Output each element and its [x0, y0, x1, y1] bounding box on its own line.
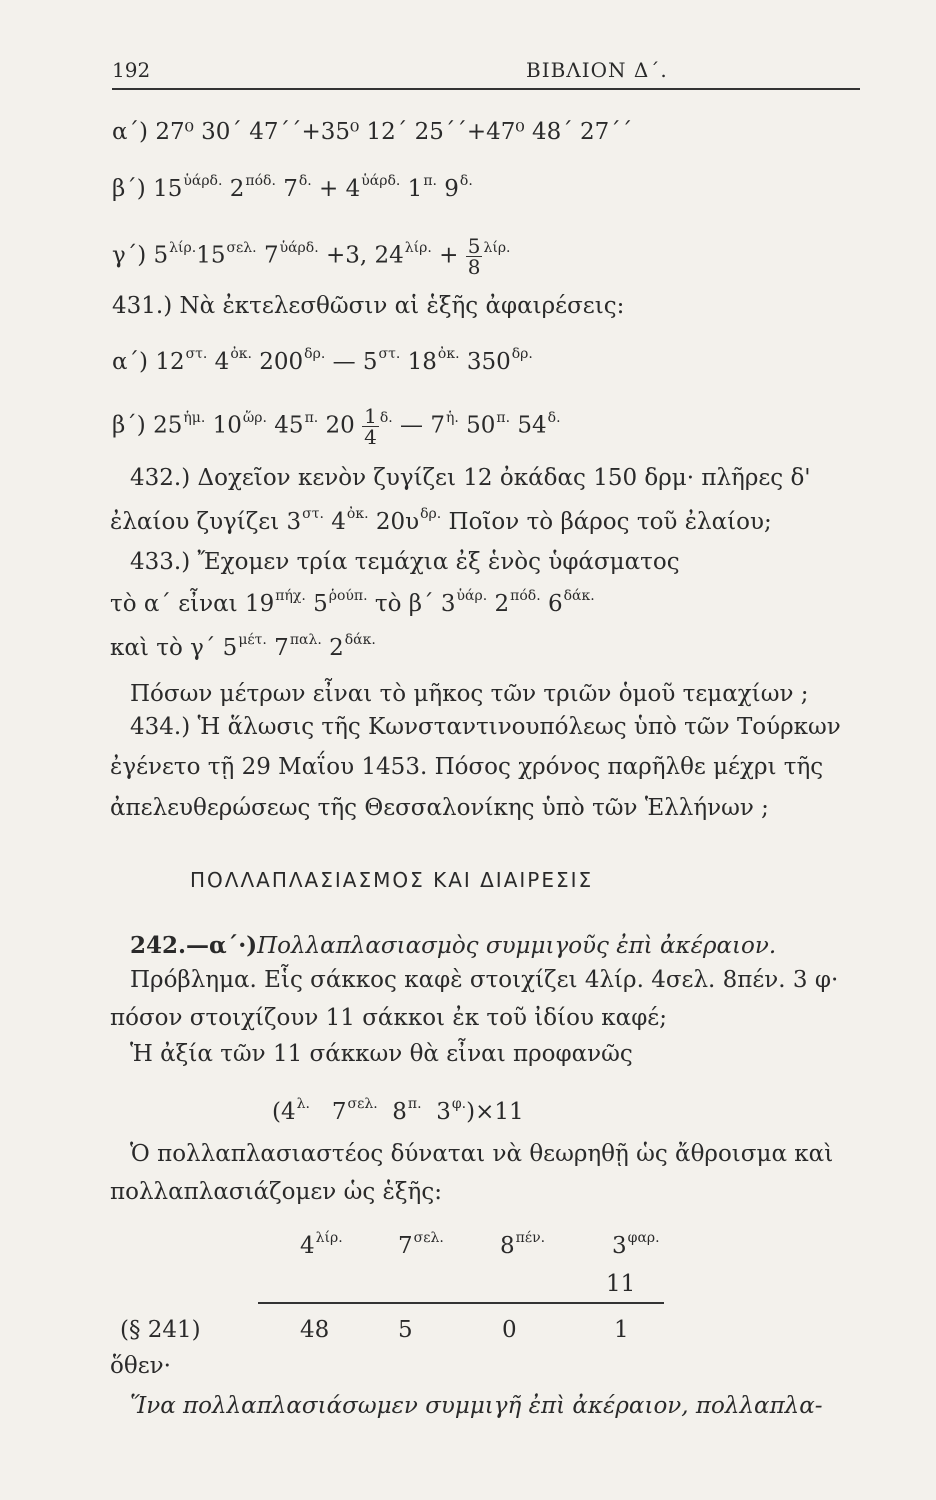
- text: 2: [487, 591, 510, 617]
- multiplicand-farthings: [612, 1232, 660, 1263]
- multiplicand-pounds: [300, 1232, 343, 1263]
- denominator: 8: [467, 255, 481, 279]
- unit: π.: [496, 409, 511, 426]
- text: καὶ τὸ γ΄ 5: [110, 635, 238, 661]
- exercise-beta-lengths: [112, 175, 473, 206]
- unit: δ.: [459, 173, 473, 189]
- unit: πήχ.: [275, 588, 306, 604]
- text: 10: [205, 412, 242, 439]
- text: 7: [398, 1233, 413, 1259]
- unit: ὀκ.: [437, 346, 460, 362]
- text: 4: [207, 349, 230, 375]
- exercise-434-line3: ἀπελευθερώσεως τῆς Θεσσαλονίκης ὑπὸ τῶν Ἑλλήνων ;: [110, 795, 769, 821]
- exercise-434-line1: 434.) Ἡ ἅλωσις τῆς Κωνσταντινουπόλεως ὑπὸ τῶν Τούρκων: [130, 714, 841, 740]
- text: 1: [400, 176, 423, 202]
- text: 350: [459, 349, 511, 375]
- text: ἐλαίου ζυγίζει 3: [110, 509, 302, 535]
- unit: δρ.: [420, 506, 442, 522]
- unit: μέτ.: [238, 632, 267, 648]
- fraction: [362, 406, 379, 447]
- text: 4: [300, 1233, 315, 1259]
- problem-line1: Πρόβλημα. Εἷς σάκκος καφὲ στοιχίζει 4λίρ. 4σελ. 8πέν. 3 φ·: [130, 967, 839, 993]
- denominator: 4: [364, 425, 377, 449]
- explanation-line1: Ὁ πολλαπλασιαστέος δύναται νὰ θεωρηθῇ ὡς ἄθροισμα καὶ: [130, 1141, 834, 1167]
- text: α΄) 12: [112, 349, 185, 375]
- exercise-alpha-angles: α΄) 27⁰ 30΄ 47΄΄+35⁰ 12΄ 25΄΄+47⁰ 48΄ 27΄΄: [112, 119, 633, 145]
- exercise-432-line2: [110, 508, 772, 539]
- unit: ἡμ.: [183, 409, 206, 426]
- text: 18: [400, 349, 437, 375]
- multiplication-expression: [272, 1098, 524, 1129]
- exercise-gamma-money: [112, 236, 511, 277]
- text: 8: [377, 1099, 407, 1125]
- problem-line2: πόσον στοιχίζουν 11 σάκκοι ἐκ τοῦ ἰδίου καφέ;: [110, 1005, 667, 1031]
- text: β΄) 15: [112, 176, 183, 202]
- page-number: 192: [112, 58, 151, 82]
- multiplicand-pence: [500, 1232, 545, 1263]
- exercise-431-alpha: [112, 348, 533, 379]
- text: (4: [272, 1099, 296, 1125]
- text: 15: [196, 242, 226, 269]
- unit: ὀκ.: [346, 506, 369, 522]
- unit: πόδ.: [245, 173, 276, 189]
- unit: λίρ.: [483, 239, 511, 256]
- text: +3, 24: [318, 242, 404, 269]
- exercise-433-line3: [110, 634, 376, 665]
- running-title: ΒΙΒΛΙΟΝ Δ΄.: [526, 58, 668, 82]
- page-header: [112, 58, 860, 90]
- text: τὸ β΄ 3: [367, 591, 456, 617]
- text: τὸ α΄ εἶναι 19: [110, 591, 275, 617]
- text: 2: [321, 635, 344, 661]
- unit: δ.: [298, 173, 312, 189]
- text: 3: [612, 1233, 627, 1259]
- text: 7: [266, 635, 289, 661]
- unit: στ.: [378, 346, 401, 362]
- text: 50: [458, 412, 496, 439]
- unit: παλ.: [289, 632, 322, 648]
- text: +: [431, 242, 459, 269]
- unit: π.: [407, 1096, 422, 1112]
- hence-word: ὅθεν·: [110, 1353, 171, 1379]
- text: + 4: [311, 176, 361, 202]
- text: 7: [256, 242, 279, 269]
- unit: δρ.: [511, 346, 533, 362]
- unit: λίρ.: [404, 239, 432, 256]
- unit: δάκ.: [563, 588, 595, 604]
- text: 54: [510, 412, 547, 439]
- unit: ὀκ.: [230, 346, 252, 362]
- exercise-433-question: Πόσων μέτρων εἶναι τὸ μῆκος τῶν τριῶν ὁμοῦ τεμαχίων ;: [130, 681, 809, 707]
- text: 2: [222, 176, 245, 202]
- numerator: 1: [364, 404, 377, 428]
- exercise-431-heading: 431.) Νὰ ἐκτελεσθῶσιν αἱ ἑξῆς ἀφαιρέσεις:: [112, 293, 625, 319]
- unit: ῥούπ.: [328, 588, 368, 604]
- text: Ποῖον τὸ βάρος τοῦ ἐλαίου;: [441, 509, 772, 535]
- unit: σελ.: [413, 1230, 444, 1246]
- result-pounds: 48: [300, 1317, 330, 1343]
- unit: ὑάρδ.: [361, 173, 401, 189]
- unit: σελ.: [347, 1096, 378, 1112]
- section-242-title: [130, 932, 776, 960]
- text: γ΄) 5: [112, 242, 169, 269]
- unit: πόδ.: [510, 588, 541, 604]
- unit: στ.: [302, 506, 324, 522]
- result-pence: 0: [502, 1317, 517, 1343]
- text: 6: [540, 591, 563, 617]
- unit: ἡ.: [446, 409, 459, 426]
- text: β΄) 25: [112, 412, 183, 439]
- text: 4: [323, 509, 346, 535]
- text: 20υ: [368, 509, 420, 535]
- text: — 7: [392, 412, 445, 439]
- exercise-433-line2: [110, 590, 595, 621]
- fraction: [466, 236, 483, 277]
- unit: πέν.: [515, 1230, 546, 1246]
- text: 7: [275, 176, 298, 202]
- section-number: 242.—α΄·): [130, 932, 258, 959]
- multiplier: 11: [606, 1271, 636, 1297]
- text: 8: [500, 1233, 515, 1259]
- unit: στ.: [185, 346, 208, 362]
- unit: ὥρ.: [242, 409, 267, 426]
- unit: ὑάρδ.: [183, 173, 223, 189]
- unit: φ.: [451, 1096, 467, 1112]
- unit: δ.: [547, 409, 561, 426]
- numerator: 5: [467, 234, 481, 258]
- text: )×11: [466, 1099, 524, 1125]
- sum-rule: [258, 1302, 664, 1304]
- unit: ὑάρδ.: [279, 239, 319, 256]
- rule-statement: Ἵνα πολλαπλασιάσωμεν συμμιγῆ ἐπὶ ἀκέραιον, πολλαπλα-: [130, 1393, 823, 1419]
- unit: δάκ.: [344, 632, 376, 648]
- text: 20: [318, 412, 355, 439]
- multiplicand-shillings: [398, 1232, 444, 1263]
- exercise-432-line1: 432.) Δοχεῖον κενὸν ζυγίζει 12 ὀκάδας 150 δρμ· πλῆρες δ': [130, 465, 811, 491]
- text: 7: [309, 1099, 347, 1125]
- text: 200: [251, 349, 304, 375]
- unit: δρ.: [304, 346, 326, 362]
- reference: (§ 241): [120, 1317, 201, 1343]
- text: — 5: [325, 349, 378, 375]
- exercise-433-line1: 433.) Ἔχομεν τρία τεμάχια ἐξ ἑνὸς ὑφάσματος: [130, 549, 680, 575]
- unit: ὑάρ.: [456, 588, 488, 604]
- unit: φαρ.: [627, 1230, 660, 1246]
- unit: λίρ.: [315, 1230, 343, 1246]
- text: 5: [305, 591, 328, 617]
- section-subtitle: Πολλαπλασιασμὸς συμμιγοῦς ἐπὶ ἀκέραιον.: [257, 933, 777, 959]
- result-shillings: 5: [398, 1317, 413, 1343]
- text: 3: [421, 1099, 451, 1125]
- text: 45: [266, 412, 304, 439]
- explanation-line2: πολλαπλασιάζομεν ὡς ἑξῆς:: [110, 1179, 442, 1205]
- unit: δ.: [379, 409, 393, 426]
- unit: λ.: [296, 1096, 310, 1112]
- text: 9: [436, 176, 459, 202]
- result-farthings: 1: [614, 1317, 629, 1343]
- section-heading: ΠΟΛΛΑΠΛΑΣΙΑΣΜΟΣ ΚΑΙ ΔΙΑΙΡΕΣΙΣ: [190, 868, 594, 892]
- unit: π.: [423, 173, 437, 189]
- unit: π.: [304, 409, 319, 426]
- exercise-434-line2: ἐγένετο τῇ 29 Μαΐου 1453. Πόσος χρόνος παρῆλθε μέχρι τῆς: [110, 754, 824, 780]
- exercise-431-beta: [112, 406, 561, 447]
- value-statement: Ἡ ἀξία τῶν 11 σάκκων θὰ εἶναι προφανῶς: [130, 1041, 633, 1067]
- unit: σελ.: [226, 239, 257, 256]
- unit: λίρ.: [169, 239, 197, 256]
